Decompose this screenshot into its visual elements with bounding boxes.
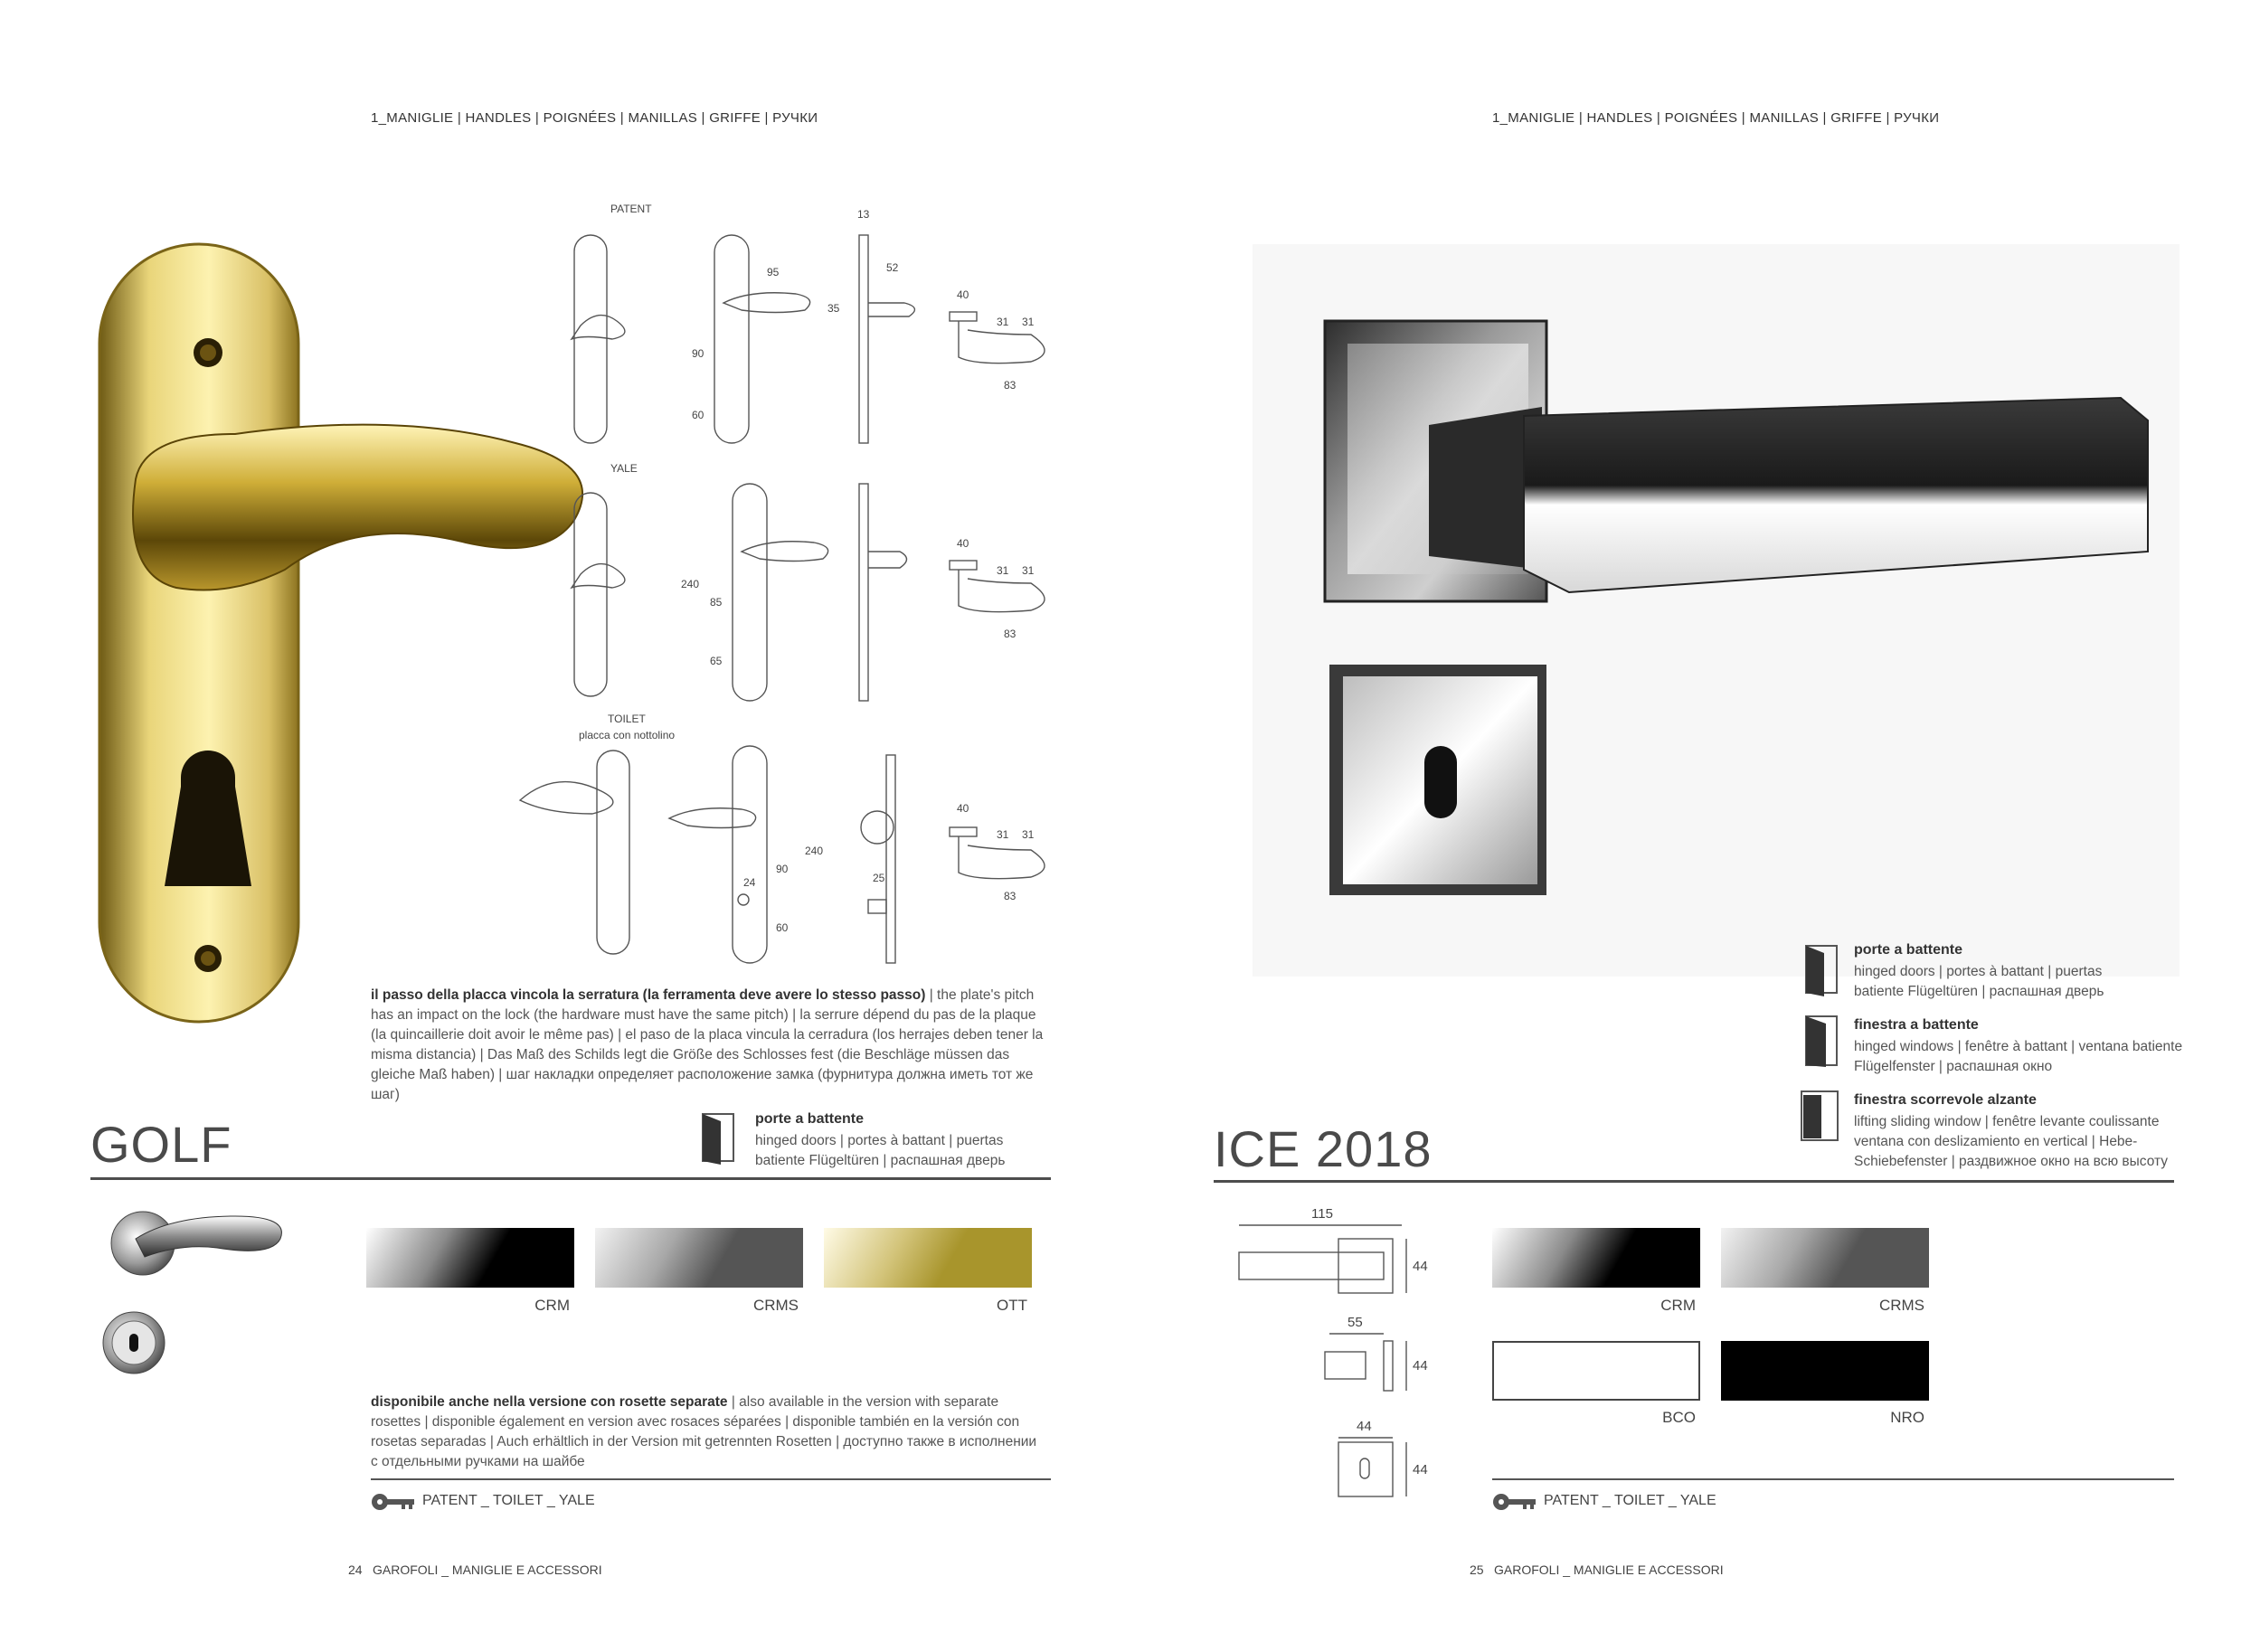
ice-dim-44c: 44 bbox=[1357, 1419, 1372, 1434]
ice-swatch-crms bbox=[1721, 1228, 1929, 1288]
ice-legend-0-line-1: batiente Flügeltüren | распашная дверь bbox=[1854, 984, 2104, 999]
dim-31a: 31 bbox=[997, 316, 1009, 328]
dim-240: 240 bbox=[681, 578, 700, 590]
yale-label: YALE bbox=[610, 462, 638, 475]
yale-dim-31b: 31 bbox=[1022, 564, 1035, 577]
golf-technical-drawings bbox=[506, 194, 1085, 981]
ice-legend-1-title: finestra a battente bbox=[1854, 1017, 1979, 1033]
toilet-dim-31b: 31 bbox=[1022, 828, 1035, 841]
left-footer: GAROFOLI _ MANIGLIE E ACCESSORI bbox=[373, 1562, 602, 1577]
dim-31b: 31 bbox=[1022, 316, 1035, 328]
toilet-sub-label: placca con nottolino bbox=[579, 729, 676, 741]
dim-65: 65 bbox=[710, 655, 723, 667]
hinged-door-icon-right bbox=[1804, 942, 1840, 998]
ice-legend-2-line-0: lifting sliding window | fenêtre levante coulissante bbox=[1854, 1114, 2160, 1129]
ice-dim-44d: 44 bbox=[1413, 1462, 1428, 1477]
rosette-note-text: | also available in the version with separate rosettes | disponible également en version avec rosaces séparées | disponible también en la versión con rosetas separadas | Auch erhältlich in der Version mit getrennten Rosetten | доступно также в исполнении с отдельными ручками на шайбе bbox=[371, 1394, 1037, 1469]
yale-dim-40: 40 bbox=[957, 537, 969, 550]
pitch-note-text: | the plate's pitch has an impact on the lock (the hardware must have the same pitch) | la serrure dépend du pas de la plaque (la quincaillerie doit avoir le même pas) | el paso de la placa vincula la cerradura (los herrajes deben tener la misma distancia) | Das Maß des Schilds legt die Größe des Schlosses fest (die Beschläge müssen das gleiche Maß haben) | шаг накладки определяет расположение замка (фурнитура должна иметь тот же шаг) bbox=[371, 987, 1044, 1102]
pitch-note-bold: il passo della placca vincola la serratura (la ferramenta deve avere lo stesso passo) bbox=[371, 987, 926, 1003]
toilet-dim-60: 60 bbox=[776, 921, 789, 934]
ice-legend-0-line-0: hinged doors | portes à battant | puertas bbox=[1854, 964, 2103, 979]
ice-swatch-nro bbox=[1721, 1341, 1929, 1401]
toilet-dim-240: 240 bbox=[805, 845, 824, 857]
swatch-label-crms: CRMS bbox=[752, 1297, 799, 1314]
ice-swatch-crm bbox=[1492, 1228, 1700, 1288]
swatch-crms bbox=[595, 1228, 803, 1288]
ice-swatch-label-crm: CRM bbox=[1660, 1297, 1696, 1314]
swatch-crm bbox=[366, 1228, 574, 1288]
toilet-dim-31a: 31 bbox=[997, 828, 1009, 841]
swatch-ott bbox=[824, 1228, 1032, 1288]
ice-dim-44b: 44 bbox=[1413, 1358, 1428, 1374]
hinged-window-icon bbox=[1804, 1015, 1840, 1069]
toilet-dim-40: 40 bbox=[957, 802, 969, 815]
yale-dim-31a: 31 bbox=[997, 564, 1009, 577]
golf-door-type-text-1: hinged doors | portes à battant | puertas bbox=[755, 1133, 1004, 1148]
toilet-dim-25: 25 bbox=[873, 872, 885, 884]
ice-legend-2-line-2: Schiebefenster | раздвижное окно на всю высоту bbox=[1854, 1154, 2169, 1169]
left-title-rule bbox=[90, 1177, 1051, 1180]
golf-rosette-thumbnail bbox=[99, 1198, 298, 1397]
left-page-number: 24 bbox=[348, 1562, 363, 1577]
golf-door-type-title: porte a battente bbox=[755, 1111, 865, 1127]
ice-dim-55: 55 bbox=[1347, 1315, 1363, 1330]
golf-door-type-text-2: batiente Flügeltüren | распашная дверь bbox=[755, 1153, 1006, 1168]
right-title-rule bbox=[1214, 1180, 2174, 1183]
ice-swatch-label-nro: NRO bbox=[1890, 1409, 1924, 1426]
key-icon bbox=[371, 1492, 418, 1512]
dim-95: 95 bbox=[767, 266, 780, 278]
dim-13: 13 bbox=[857, 208, 870, 221]
right-header: 1_MANIGLIE | HANDLES | POIGNÉES | MANILLAS | GRIFFE | РУЧКИ bbox=[1492, 110, 1940, 126]
ice-key-types: PATENT _ TOILET _ YALE bbox=[1544, 1493, 1716, 1508]
right-bottom-rule bbox=[1492, 1478, 2174, 1480]
left-bottom-rule bbox=[371, 1478, 1051, 1480]
sliding-window-icon bbox=[1800, 1090, 1841, 1144]
pitch-note bbox=[371, 986, 1047, 1105]
left-header: 1_MANIGLIE | HANDLES | POIGNÉES | MANILLAS | GRIFFE | РУЧКИ bbox=[371, 110, 818, 126]
toilet-dim-24: 24 bbox=[743, 876, 756, 889]
key-icon-right bbox=[1492, 1492, 1539, 1512]
dim-35: 35 bbox=[827, 302, 840, 315]
rosette-note-bold: disponibile anche nella versione con rosette separate bbox=[371, 1394, 728, 1410]
dim-85: 85 bbox=[710, 596, 723, 609]
patent-label: PATENT bbox=[610, 203, 652, 215]
hinged-door-icon bbox=[701, 1110, 737, 1166]
swatch-label-ott: OTT bbox=[997, 1297, 1027, 1314]
dim-52: 52 bbox=[886, 261, 899, 274]
dim-83: 83 bbox=[1004, 379, 1017, 392]
ice-dimension-drawings bbox=[1230, 1198, 1447, 1515]
rosette-note bbox=[371, 1392, 1047, 1472]
toilet-dim-83: 83 bbox=[1004, 890, 1017, 902]
ice-legend-1-line-0: hinged windows | fenêtre à battant | ventana batiente bbox=[1854, 1039, 2183, 1054]
ice-swatch-label-crms: CRMS bbox=[1878, 1297, 1924, 1314]
ice-swatch-bco bbox=[1492, 1341, 1700, 1401]
ice-swatch-label-bco: BCO bbox=[1662, 1409, 1696, 1426]
ice-legend-0-title: porte a battente bbox=[1854, 942, 1963, 958]
golf-key-types: PATENT _ TOILET _ YALE bbox=[422, 1493, 595, 1508]
dim-60: 60 bbox=[692, 409, 704, 421]
product-title-golf: GOLF bbox=[90, 1116, 232, 1173]
dim-40: 40 bbox=[957, 288, 969, 301]
toilet-dim-90: 90 bbox=[776, 863, 789, 875]
product-title-ice-2018: ICE 2018 bbox=[1214, 1120, 1433, 1177]
ice-legend-2-title: finestra scorrevole alzante bbox=[1854, 1092, 2037, 1108]
ice-legend-2-line-1: ventana con deslizamiento en vertical | Hebe- bbox=[1854, 1134, 2138, 1149]
right-page-number: 25 bbox=[1470, 1562, 1484, 1577]
ice-handle-image bbox=[1253, 244, 2180, 977]
ice-legend-1-line-1: Flügelfenster | распашная окно bbox=[1854, 1059, 2053, 1074]
swatch-label-crm: CRM bbox=[534, 1297, 570, 1314]
toilet-label: TOILET bbox=[608, 713, 646, 725]
ice-dim-44a: 44 bbox=[1413, 1259, 1428, 1274]
right-footer: GAROFOLI _ MANIGLIE E ACCESSORI bbox=[1494, 1562, 1724, 1577]
yale-dim-83: 83 bbox=[1004, 628, 1017, 640]
dim-90: 90 bbox=[692, 347, 704, 360]
ice-dim-115: 115 bbox=[1311, 1206, 1333, 1222]
